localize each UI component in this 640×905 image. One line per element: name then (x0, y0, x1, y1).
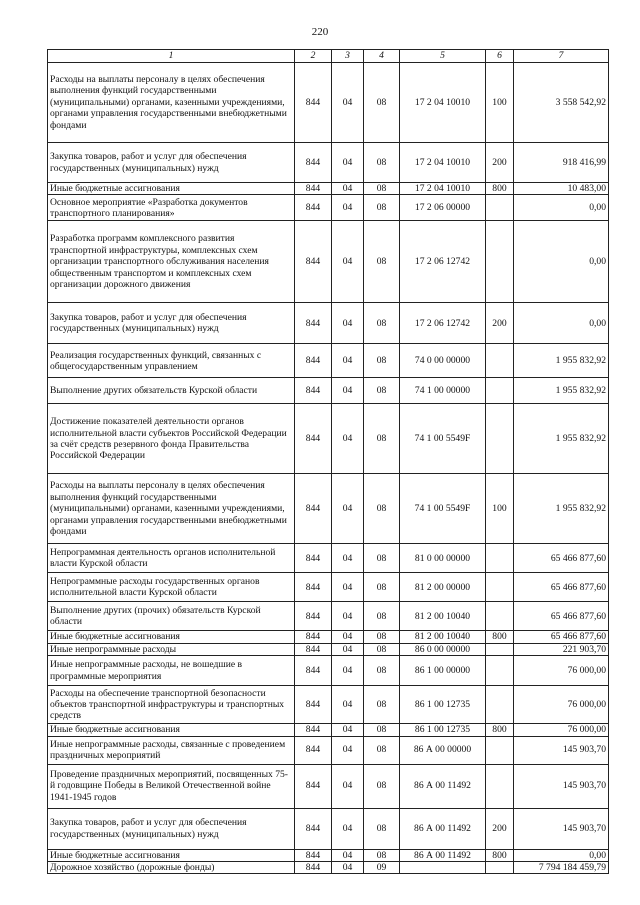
row-amount: 76 000,00 (514, 724, 609, 736)
row-subsection: 09 (364, 862, 400, 874)
row-subsection: 08 (364, 195, 400, 221)
row-target-article: 17 2 06 12742 (400, 221, 486, 303)
row-amount: 918 416,99 (514, 143, 609, 183)
row-expense-type (486, 544, 514, 573)
row-name: Выполнение других обязательств Курской области (48, 378, 295, 404)
table-row (48, 344, 609, 378)
row-subsection: 08 (364, 808, 400, 849)
row-section: 04 (332, 183, 364, 195)
row-name: Расходы на выплаты персоналу в целях обеспечения выполнения функций государственными (муниципальными) органами, казенными учреждениями, органами управления государственными внебюджетными фондами (48, 63, 295, 143)
row-grbs: 844 (295, 643, 332, 655)
row-grbs: 844 (295, 764, 332, 808)
row-target-article: 81 0 00 00000 (400, 544, 486, 573)
row-name: Расходы на выплаты персоналу в целях обеспечения выполнения функций государственными (муниципальными) органами, казенными учреждениями, органами управления государственными внебюджетными фондами (48, 474, 295, 544)
table-row (48, 221, 609, 303)
row-section: 04 (332, 573, 364, 602)
row-expense-type (486, 404, 514, 474)
row-grbs: 844 (295, 686, 332, 724)
row-grbs: 844 (295, 544, 332, 573)
row-amount: 0,00 (514, 221, 609, 303)
row-amount: 1 955 832,92 (514, 404, 609, 474)
row-section: 04 (332, 849, 364, 861)
row-grbs: 844 (295, 808, 332, 849)
table-row (48, 808, 609, 849)
row-subsection: 08 (364, 378, 400, 404)
row-amount: 0,00 (514, 303, 609, 344)
row-expense-type (486, 602, 514, 631)
table-row (48, 195, 609, 221)
row-grbs: 844 (295, 849, 332, 861)
row-section: 04 (332, 602, 364, 631)
row-section: 04 (332, 344, 364, 378)
row-section: 04 (332, 736, 364, 764)
table-row (48, 724, 609, 736)
row-section: 04 (332, 378, 364, 404)
row-grbs: 844 (295, 404, 332, 474)
row-section: 04 (332, 404, 364, 474)
row-subsection: 08 (364, 686, 400, 724)
row-grbs: 844 (295, 344, 332, 378)
row-grbs: 844 (295, 656, 332, 686)
budget-table (47, 49, 609, 874)
row-grbs: 844 (295, 474, 332, 544)
row-target-article: 86 1 00 00000 (400, 656, 486, 686)
column-header: 6 (486, 50, 514, 63)
row-subsection: 08 (364, 303, 400, 344)
row-subsection: 08 (364, 143, 400, 183)
row-section: 04 (332, 656, 364, 686)
row-target-article: 74 1 00 5549F (400, 474, 486, 544)
row-name: Иные непрограммные расходы, не вошедшие в программные мероприятия (48, 656, 295, 686)
row-amount: 0,00 (514, 195, 609, 221)
row-expense-type (486, 221, 514, 303)
table-row (48, 378, 609, 404)
row-amount: 0,00 (514, 849, 609, 861)
row-section: 04 (332, 195, 364, 221)
row-target-article: 86 1 00 12735 (400, 686, 486, 724)
row-grbs: 844 (295, 195, 332, 221)
row-name: Непрограммные расходы государственных органов исполнительной власти Курской области (48, 573, 295, 602)
row-amount: 1 955 832,92 (514, 474, 609, 544)
table-row (48, 862, 609, 874)
row-target-article: 86 А 00 00000 (400, 736, 486, 764)
row-section: 04 (332, 764, 364, 808)
row-name: Закупка товаров, работ и услуг для обеспечения государственных (муниципальных) нужд (48, 303, 295, 344)
row-section: 04 (332, 143, 364, 183)
row-expense-type (486, 736, 514, 764)
column-header: 5 (400, 50, 486, 63)
row-expense-type (486, 656, 514, 686)
row-name: Основное мероприятие «Разработка документов транспортного планирования» (48, 195, 295, 221)
row-expense-type (486, 573, 514, 602)
row-section: 04 (332, 808, 364, 849)
row-section: 04 (332, 631, 364, 643)
row-expense-type (486, 643, 514, 655)
row-section: 04 (332, 686, 364, 724)
row-target-article: 86 0 00 00000 (400, 643, 486, 655)
table-row (48, 143, 609, 183)
row-subsection: 08 (364, 474, 400, 544)
table-row (48, 474, 609, 544)
row-section: 04 (332, 643, 364, 655)
row-amount: 65 466 877,60 (514, 573, 609, 602)
row-target-article: 74 1 00 5549F (400, 404, 486, 474)
table-row (48, 631, 609, 643)
row-amount: 1 955 832,92 (514, 344, 609, 378)
row-expense-type (486, 862, 514, 874)
row-subsection: 08 (364, 544, 400, 573)
row-section: 04 (332, 303, 364, 344)
row-amount: 1 955 832,92 (514, 378, 609, 404)
row-grbs: 844 (295, 724, 332, 736)
row-section: 04 (332, 724, 364, 736)
row-target-article (400, 862, 486, 874)
row-grbs: 844 (295, 736, 332, 764)
row-name: Реализация государственных функций, связанных с общегосударственным управлением (48, 344, 295, 378)
table-row (48, 63, 609, 143)
row-target-article: 74 1 00 00000 (400, 378, 486, 404)
row-target-article: 17 2 04 10010 (400, 183, 486, 195)
table-row (48, 602, 609, 631)
row-expense-type: 800 (486, 183, 514, 195)
row-expense-type (486, 344, 514, 378)
row-target-article: 86 А 00 11492 (400, 808, 486, 849)
row-expense-type: 100 (486, 63, 514, 143)
table-row (48, 544, 609, 573)
row-amount: 145 903,70 (514, 736, 609, 764)
row-expense-type: 800 (486, 631, 514, 643)
row-subsection: 08 (364, 849, 400, 861)
row-name: Дорожное хозяйство (дорожные фонды) (48, 862, 295, 874)
table-row (48, 643, 609, 655)
row-grbs: 844 (295, 573, 332, 602)
row-target-article: 17 2 06 00000 (400, 195, 486, 221)
row-target-article: 86 А 00 11492 (400, 764, 486, 808)
row-subsection: 08 (364, 63, 400, 143)
row-target-article: 86 1 00 12735 (400, 724, 486, 736)
row-subsection: 08 (364, 183, 400, 195)
row-name: Достижение показателей деятельности органов исполнительной власти субъектов Российской Федерации за счёт средств резервного фонда Правительства Российской Федерации (48, 404, 295, 474)
row-amount: 76 000,00 (514, 656, 609, 686)
row-grbs: 844 (295, 602, 332, 631)
row-amount: 221 903,70 (514, 643, 609, 655)
table-row (48, 183, 609, 195)
row-subsection: 08 (364, 404, 400, 474)
column-header: 2 (295, 50, 332, 63)
row-expense-type (486, 764, 514, 808)
row-expense-type: 800 (486, 849, 514, 861)
row-grbs: 844 (295, 378, 332, 404)
row-name: Выполнение других (прочих) обязательств Курской области (48, 602, 295, 631)
row-subsection: 08 (364, 631, 400, 643)
row-grbs: 844 (295, 143, 332, 183)
row-name: Непрограммная деятельность органов исполнительной власти Курской области (48, 544, 295, 573)
row-name: Иные бюджетные ассигнования (48, 849, 295, 861)
row-grbs: 844 (295, 862, 332, 874)
row-name: Разработка программ комплексного развития транспортной инфраструктуры, комплексных схем организации транспортного обслуживания населения общественным транспортом и комплексных схем организации дорожного движения (48, 221, 295, 303)
row-amount: 65 466 877,60 (514, 602, 609, 631)
row-expense-type: 200 (486, 808, 514, 849)
table-row (48, 736, 609, 764)
row-amount: 7 794 184 459,79 (514, 862, 609, 874)
row-expense-type: 200 (486, 143, 514, 183)
row-name: Проведение праздничных мероприятий, посвященных 75-й годовщине Победы в Великой Отечественной войне 1941-1945 годов (48, 764, 295, 808)
row-target-article: 86 А 00 11492 (400, 849, 486, 861)
row-section: 04 (332, 862, 364, 874)
row-amount: 76 000,00 (514, 686, 609, 724)
row-grbs: 844 (295, 631, 332, 643)
row-expense-type (486, 686, 514, 724)
row-target-article: 17 2 06 12742 (400, 303, 486, 344)
table-row (48, 764, 609, 808)
row-grbs: 844 (295, 183, 332, 195)
table-row (48, 686, 609, 724)
row-subsection: 08 (364, 344, 400, 378)
table-row (48, 656, 609, 686)
table-row (48, 573, 609, 602)
row-section: 04 (332, 63, 364, 143)
table-row (48, 404, 609, 474)
row-expense-type: 800 (486, 724, 514, 736)
row-name: Иные бюджетные ассигнования (48, 724, 295, 736)
row-subsection: 08 (364, 724, 400, 736)
row-target-article: 81 2 00 10040 (400, 631, 486, 643)
row-subsection: 08 (364, 643, 400, 655)
table-header-row (48, 50, 609, 63)
row-section: 04 (332, 544, 364, 573)
row-name: Закупка товаров, работ и услуг для обеспечения государственных (муниципальных) нужд (48, 808, 295, 849)
row-section: 04 (332, 474, 364, 544)
row-grbs: 844 (295, 303, 332, 344)
row-grbs: 844 (295, 221, 332, 303)
row-amount: 10 483,00 (514, 183, 609, 195)
row-expense-type: 200 (486, 303, 514, 344)
row-name: Иные непрограммные расходы (48, 643, 295, 655)
row-subsection: 08 (364, 656, 400, 686)
row-target-article: 17 2 04 10010 (400, 63, 486, 143)
row-subsection: 08 (364, 736, 400, 764)
row-subsection: 08 (364, 221, 400, 303)
row-grbs: 844 (295, 63, 332, 143)
row-expense-type (486, 378, 514, 404)
row-expense-type (486, 195, 514, 221)
column-header: 7 (514, 50, 609, 63)
row-amount: 65 466 877,60 (514, 544, 609, 573)
row-subsection: 08 (364, 764, 400, 808)
table-row (48, 303, 609, 344)
row-target-article: 81 2 00 00000 (400, 573, 486, 602)
row-target-article: 17 2 04 10010 (400, 143, 486, 183)
row-target-article: 74 0 00 00000 (400, 344, 486, 378)
row-target-article: 81 2 00 10040 (400, 602, 486, 631)
row-expense-type: 100 (486, 474, 514, 544)
column-header: 1 (48, 50, 295, 63)
row-amount: 65 466 877,60 (514, 631, 609, 643)
row-amount: 145 903,70 (514, 808, 609, 849)
row-name: Иные непрограммные расходы, связанные с проведением праздничных мероприятий (48, 736, 295, 764)
row-amount: 145 903,70 (514, 764, 609, 808)
row-name: Расходы на обеспечение транспортной безопасности объектов транспортной инфраструктуры и транспортных средств (48, 686, 295, 724)
table-row (48, 849, 609, 861)
page-number: 220 (311, 26, 329, 38)
column-header: 4 (364, 50, 400, 63)
row-name: Иные бюджетные ассигнования (48, 183, 295, 195)
row-subsection: 08 (364, 602, 400, 631)
row-section: 04 (332, 221, 364, 303)
row-name: Закупка товаров, работ и услуг для обеспечения государственных (муниципальных) нужд (48, 143, 295, 183)
row-subsection: 08 (364, 573, 400, 602)
row-name: Иные бюджетные ассигнования (48, 631, 295, 643)
row-amount: 3 558 542,92 (514, 63, 609, 143)
column-header: 3 (332, 50, 364, 63)
